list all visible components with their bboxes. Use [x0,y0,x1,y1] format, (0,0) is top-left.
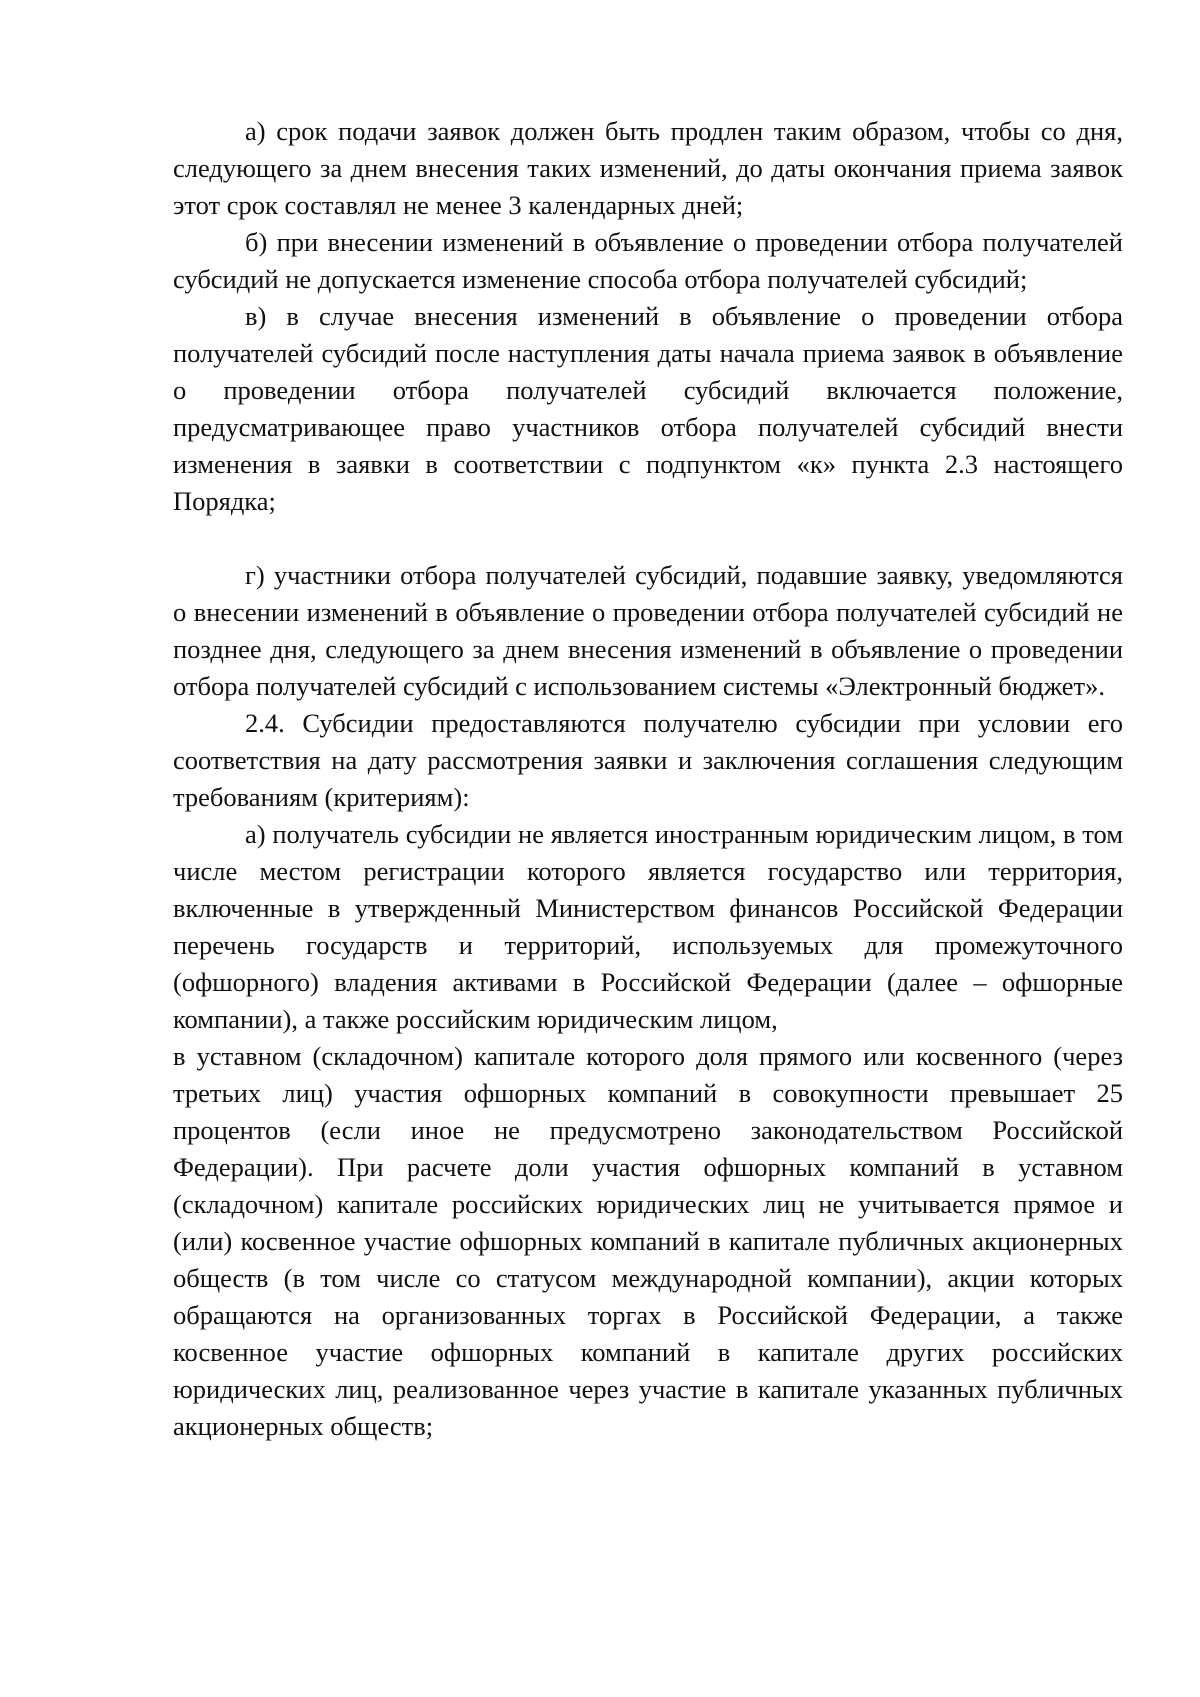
paragraph-offshore-share: в уставном (складочном) капитале которого доля прямого или косвенного (через третьих лиц) участия офшорных компаний в совокупности превышает 25 процентов (если иное не предусмотрено законодательством Российской Федерации). При расчете доли участия офшорных компаний в уставном (складочном) капитале российских юридических лиц не учитывается прямое и (или) косвенное участие офшорных компаний в капитале публичных акционерных обществ (в том числе со статусом международной компании), акции которых обращаются на организованных торгах в Российской Федерации, а также косвенное участие офшорных компаний в капитале других российских юридических лиц, реализованное через участие в капитале указанных публичных акционерных обществ; [173,1041,1123,1441]
document-page [173,113,1123,1445]
paragraph-v-changes-after-start: в) в случае внесения изменений в объявление о проведении отбора получателей субсидий после наступления даты начала приема заявок в объявление о проведении отбора получателей субсидий включается положение, предусматривающее право участников отбора получателей субсидий внести изменения в заявки в соответствии с подпунктом «к» пункта 2.3 настоящего Порядка; [173,301,1123,516]
paragraph-a-foreign-entity: а) получатель субсидии не является иностранным юридическим лицом, в том числе местом регистрации которого является государство или территория, включенные в утвержденный Министерством финансов Российской Федерации перечень государств и территорий, используемых для промежуточного (офшорного) владения активами в Российской Федерации (далее – офшорные компании), а также российским юридическим лицом, [173,819,1123,1034]
paragraph-b-selection-method: б) при внесении изменений в объявление о проведении отбора получателей субсидий не допускается изменение способа отбора получателей субсидий; [173,227,1123,294]
paragraph-2-4-requirements: 2.4. Субсидии предоставляются получателю субсидии при условии его соответствия на дату рассмотрения заявки и заключения соглашения следующим требованиям (критериям): [173,708,1123,812]
paragraph-g-notification: г) участники отбора получателей субсидий, подавшие заявку, уведомляются о внесении изменений в объявление о проведении отбора получателей субсидий не позднее дня, следующего за днем внесения изменений в объявление о проведении отбора получателей субсидий с использованием системы «Электронный бюджет». [173,560,1123,701]
paragraph-a-deadline: а) срок подачи заявок должен быть продлен таким образом, чтобы со дня, следующего за днем внесения таких изменений, до даты окончания приема заявок этот срок составлял не менее 3 календарных дней; [173,116,1123,220]
